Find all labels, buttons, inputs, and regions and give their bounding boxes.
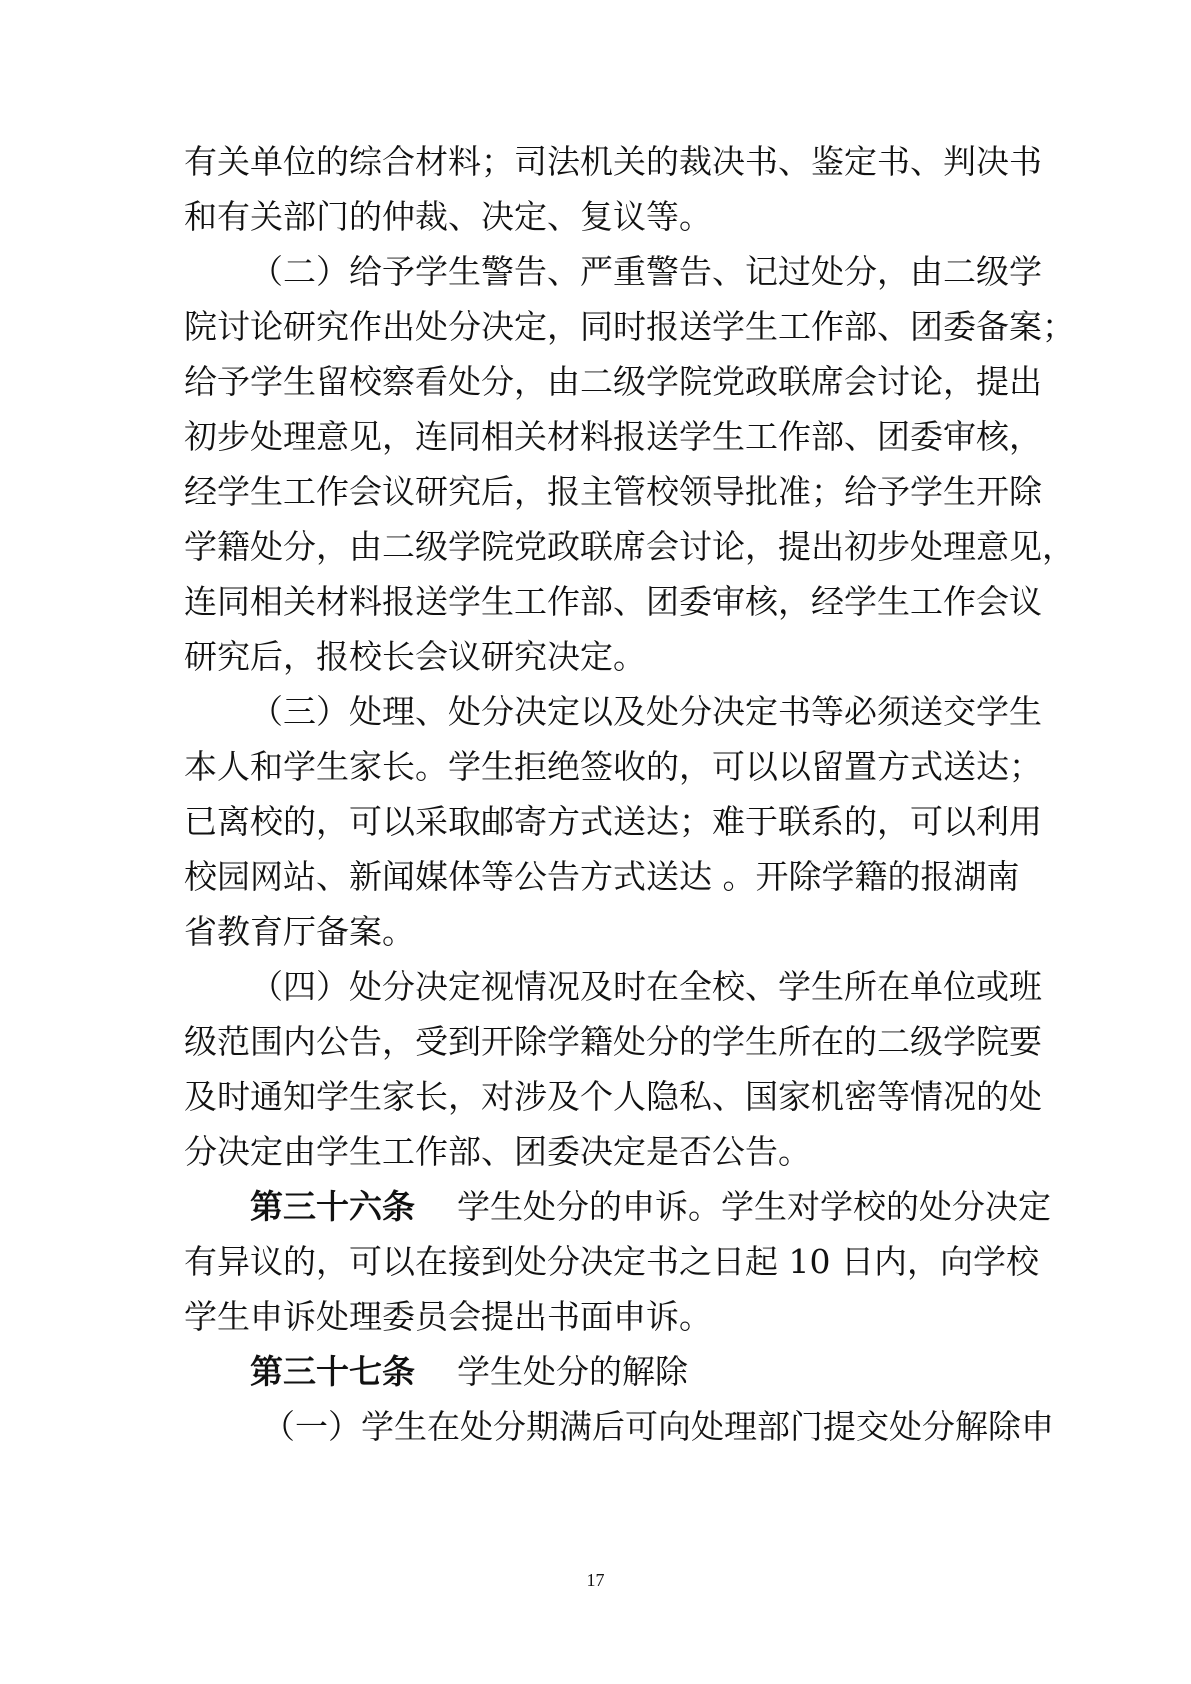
text-line: 本人和学生家长。学生拒绝签收的，可以以留置方式送达； (184, 747, 1042, 786)
text-line: 省教育厅备案。 (184, 912, 415, 951)
article-36-text: 学生处分的申诉。学生对学校的处分决定 (457, 1187, 1051, 1226)
text-line: 级范围内公告，受到开除学籍处分的学生所在的二级学院要 (184, 1022, 1042, 1061)
text-line: （二）给予学生警告、严重警告、记过处分，由二级学 (250, 252, 1042, 291)
text-line: 研究后，报校长会议研究决定。 (184, 637, 646, 676)
article-37-text: 学生处分的解除 (457, 1352, 688, 1391)
text-line: 学生申诉处理委员会提出书面申诉。 (184, 1297, 712, 1336)
text-line: （四）处分决定视情况及时在全校、学生所在单位或班 (250, 967, 1042, 1006)
text-line: 初步处理意见，连同相关材料报送学生工作部、团委审核， (184, 417, 1042, 456)
text-line: 学籍处分，由二级学院党政联席会讨论，提出初步处理意见， (184, 527, 1075, 566)
article-36-heading: 第三十六条 (250, 1187, 415, 1226)
article-36-line (250, 1179, 1051, 1235)
text-line: 及时通知学生家长，对涉及个人隐私、国家机密等情况的处 (184, 1077, 1042, 1116)
text-line: 有关单位的综合材料；司法机关的裁决书、鉴定书、判决书 (184, 142, 1042, 181)
article-37-line (250, 1344, 1010, 1400)
text-line: 校园网站、新闻媒体等公告方式送达 。开除学籍的报湖南 (184, 857, 1020, 896)
text-line: 有异议的，可以在接到处分决定书之日起 10 日内，向学校 (184, 1242, 1039, 1281)
text-line: 分决定由学生工作部、团委决定是否公告。 (184, 1132, 811, 1171)
text-line: 和有关部门的仲裁、决定、复议等。 (184, 197, 712, 236)
text-line: 给予学生留校察看处分，由二级学院党政联席会讨论，提出 (184, 362, 1042, 401)
text-line: （三）处理、处分决定以及处分决定书等必须送交学生 (250, 692, 1042, 731)
text-line: 经学生工作会议研究后，报主管校领导批准；给予学生开除 (184, 472, 1042, 511)
article-37-heading: 第三十七条 (250, 1352, 415, 1391)
text-line: 连同相关材料报送学生工作部、团委审核，经学生工作会议 (184, 582, 1042, 621)
text-line: 院讨论研究作出处分决定，同时报送学生工作部、团委备案； (184, 307, 1075, 346)
page-number: 17 (586, 1570, 605, 1590)
text-line: 已离校的，可以采取邮寄方式送达；难于联系的，可以利用 (184, 802, 1042, 841)
text-line: （一）学生在处分期满后可向处理部门提交处分解除申 (262, 1407, 1054, 1446)
